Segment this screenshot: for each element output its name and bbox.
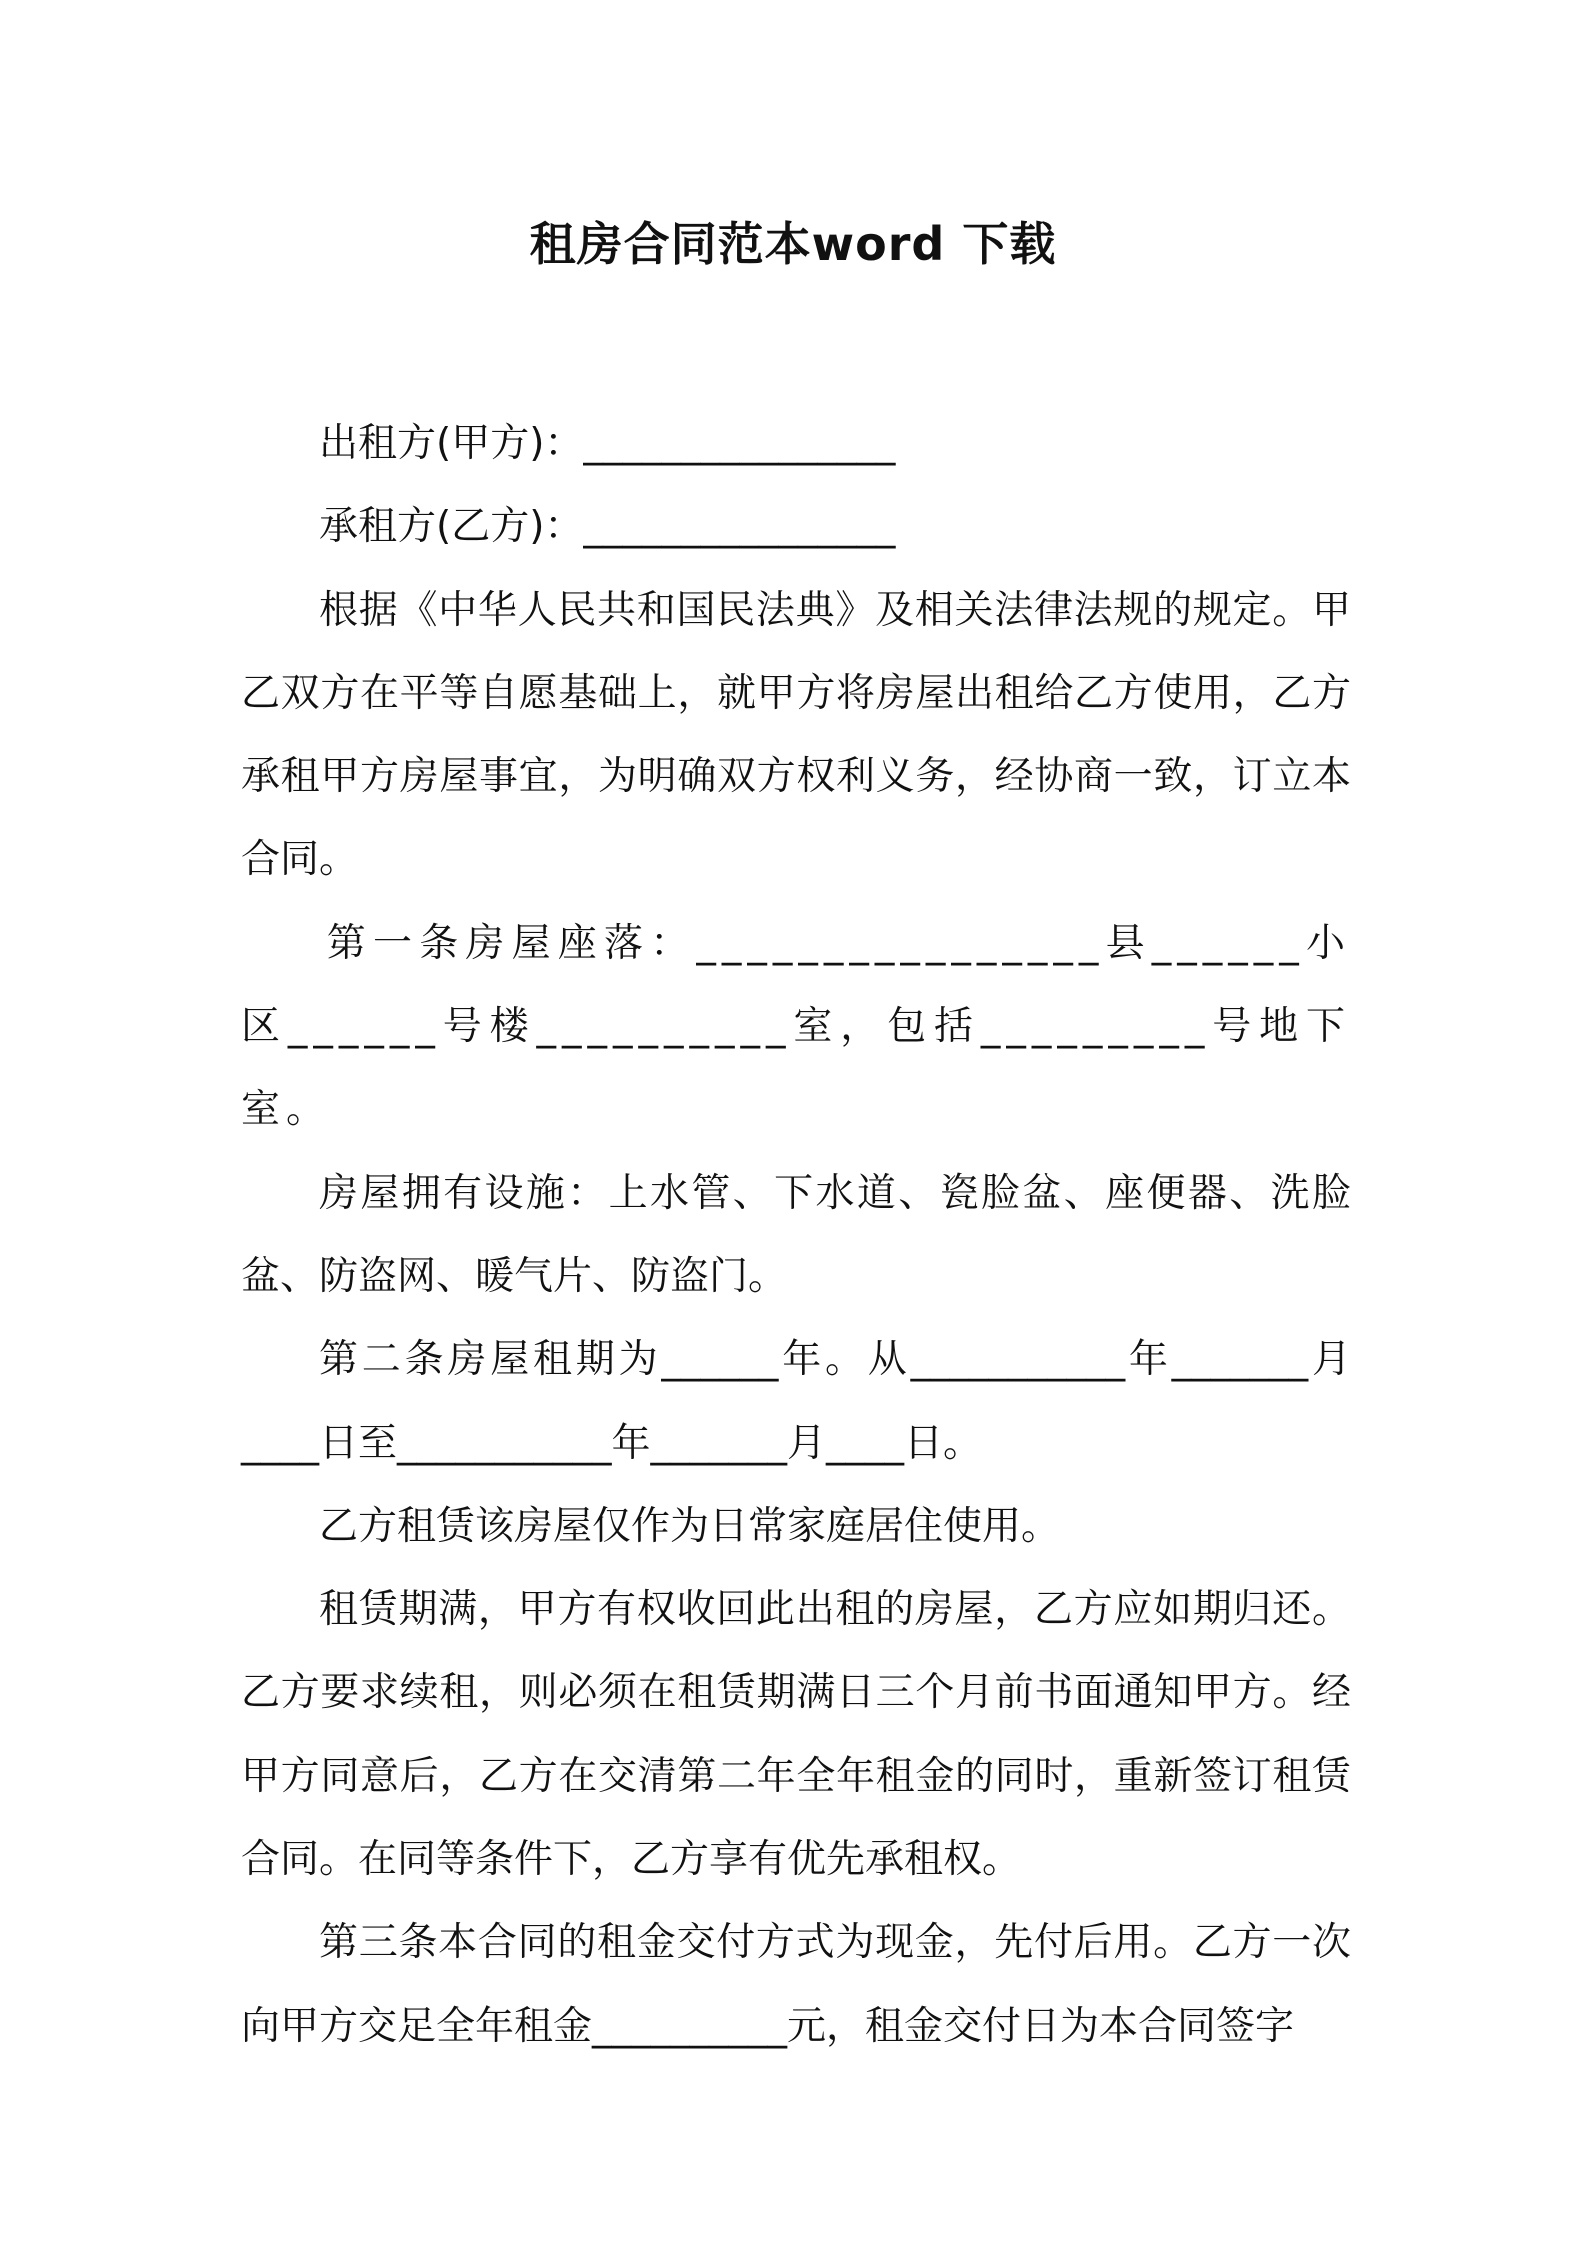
paragraph-renewal: 租赁期满，甲方有权收回此出租的房屋，乙方应如期归还。乙方要求续租，则必须在租赁期满日三个月前书面通知甲方。经甲方同意后，乙方在交清第二年全年租金的同时，重新签订租赁合同。在同等条件下，乙方享有优先承租权。 — [241, 1587, 1351, 1883]
paragraph-article-2-term: 第二条房屋租期为______年。从___________年_______月____日至___________年_______月____日。 — [241, 1337, 1351, 1466]
document-title: 租房合同范本word 下载 — [529, 217, 1057, 271]
paragraph-preamble: 根据《中华人民共和国民法典》及相关法律法规的规定。甲乙双方在平等自愿基础上，就甲方将房屋出租给乙方使用，乙方承租甲方房屋事宜，为明确双方权利义务，经协商一致，订立本合同。 — [241, 587, 1351, 883]
paragraph-facilities: 房屋拥有设施：上水管、下水道、瓷脸盆、座便器、洗脸盆、防盗网、暖气片、防盗门。 — [241, 1170, 1351, 1299]
document-body — [241, 402, 1351, 2068]
paragraph-lessor: 出租方(甲方)：________________ — [319, 421, 896, 466]
paragraph-lessee: 承租方(乙方)：________________ — [319, 504, 896, 550]
paragraph-usage: 乙方租赁该房屋仅作为日常家庭居住使用。 — [319, 1503, 1061, 1549]
paragraph-article-1-location: 第一条房屋座落：________________县______小区______号楼__________室，包括_________号地下室。 — [241, 920, 1351, 1133]
paragraph-article-3-payment: 第三条本合同的租金交付方式为现金，先付后用。乙方一次向甲方交足全年租金__________元，租金交付日为本合同签字 — [241, 1920, 1351, 2049]
